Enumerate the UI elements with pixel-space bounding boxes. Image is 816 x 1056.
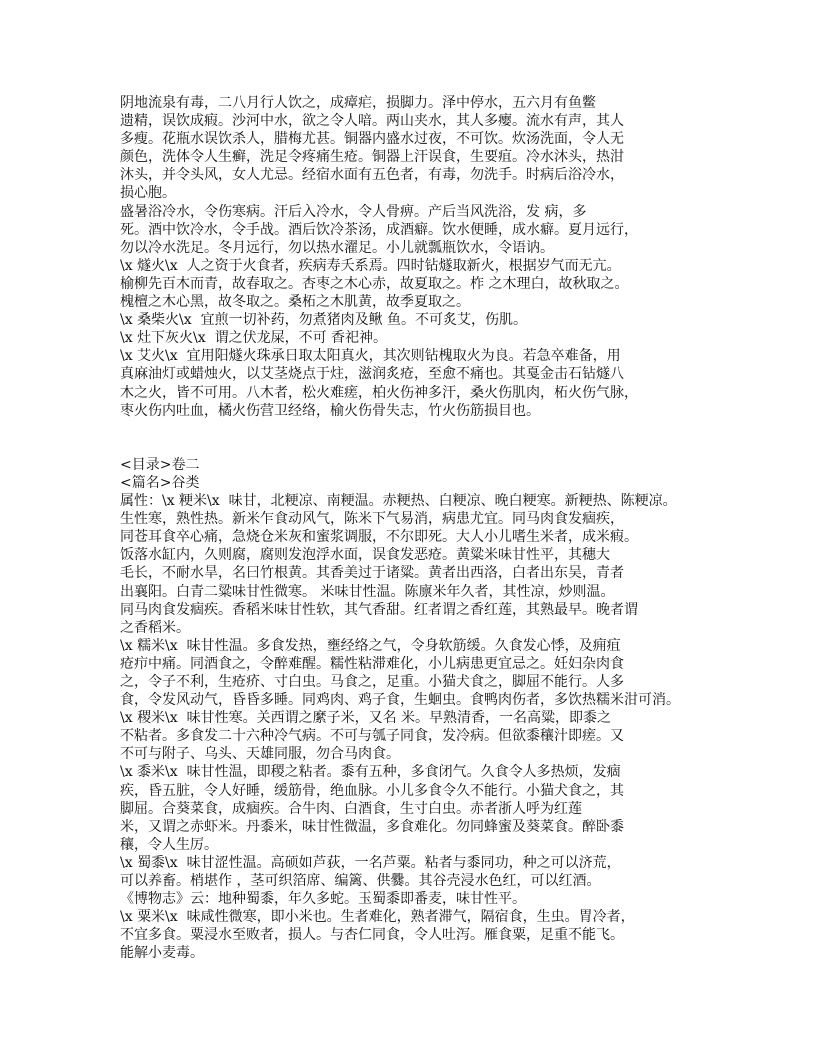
text-line: 槐檀之木心黑，故冬取之。桑柘之木肌黄，故季夏取之。 <box>120 294 470 311</box>
text-line: 同苍耳食卒心痛，急烧仓米灰和蜜浆调服，不尔即死。大人小儿嗜生米者，成米瘕。 <box>120 529 638 546</box>
text-line: 脚屈。合葵菜食，成痼疾。合牛肉、白酒食，生寸白虫。赤者浙人呼为红莲 <box>120 800 582 817</box>
text-line: 疮疖中痛。同酒食之，令醉难醒。糯性粘滞难化，小儿病患更宜忌之。妊妇杂肉食 <box>120 655 624 672</box>
text-line: 食，令发风动气，昏昏多睡。同鸡肉、鸡子食，生蛔虫。食鸭肉伤者，多饮热糯米泔可消。 <box>120 692 680 709</box>
text-line: 疾，昏五脏，令人好睡，缓筋骨，绝血脉。小儿多食令久不能行。小猫犬食之，其 <box>120 782 624 799</box>
text-line: 真麻油灯或蜡烛火，以艾茎烧点于炷，滋润炙疮，至愈不痛也。其戛金击石钻燧八 <box>120 366 624 383</box>
text-line: 沐头，并令头风，女人尤忌。经宿水面有五色者，有毒，勿洗手。时病后浴冷水， <box>120 167 624 184</box>
text-line: 颜色，洗体令人生癣，洗足令疼痛生疮。铜器上汗误食，生要疽。冷水沐头，热泔 <box>120 149 624 166</box>
text-line: 《博物志》云：地种蜀黍，年久多蛇。玉蜀黍即番麦，味甘性平。 <box>120 891 526 908</box>
document-page <box>120 94 710 963</box>
text-line: 多瘦。花瓶水误饮杀人，腊梅尤甚。铜器内盛水过夜，不可饮。炊汤洗面，令人无 <box>120 131 624 148</box>
text-line: 不可与附子、乌头、天雄同服，勿合马肉食。 <box>120 746 400 763</box>
text-line: 阴地流泉有毒，二八月行人饮之，成瘴疟，损脚力。泽中停水，五六月有鱼鳖 <box>120 95 596 111</box>
text-line: \x 桑柴火\x 宜煎一切补药，勿煮猪肉及鳅 鱼。不可炙艾，伤肌。 <box>120 312 528 329</box>
text-line: \x 稷米\x 味甘性寒。关西谓之縻子米，又名 米。早熟清香，一名高粱，即黍之 <box>120 710 612 727</box>
text-line: 不宜多食。粟浸水至败者，损人。与杏仁同食，令人吐泻。雁食粟，足重不能飞。 <box>120 927 624 944</box>
text-line: 损心胞。 <box>120 185 176 202</box>
text-line: \x 黍米\x 味甘性温，即稷之粘者。黍有五种，多食闭气。久食令人多热烦，发痼 <box>120 764 621 781</box>
text-line: 之香稻米。 <box>120 619 190 636</box>
text-line: \x 蜀黍\x 味甘涩性温。高硕如芦荻，一名芦粟。粘者与黍同功，种之可以济荒， <box>120 854 621 871</box>
text-line: 同马肉食发痼疾。香稻米味甘性软，其气香甜。红者谓之香红莲，其熟最早。晚者谓 <box>120 601 638 618</box>
text-line: \x 燧火\x 人之资于火食者，疾病寿夭系焉。四时钻燧取新火，根据岁气而无亢。 <box>120 257 621 274</box>
text-line: \x 艾火\x 宜用阳燧火珠承日取太阳真火，其次则钻槐取火为良。若急卒难备，用 <box>120 348 621 365</box>
text-line: 之，令子不利，生疮疥、寸白虫。马食之，足重。小猫犬食之，脚屈不能行。人多 <box>120 674 624 690</box>
text-line: 盛暑浴冷水，令伤寒病。汗后入冷水，令人骨痹。产后当风洗浴，发 病，多 <box>120 203 587 220</box>
text-line: 勿以冷水洗足。冬月远行，勿以热水濯足。小儿就瓢瓶饮水，令语讷。 <box>120 239 554 256</box>
blank-line <box>120 420 710 438</box>
text-line: 可以养畜。梢堪作 ，茎可织箔席、编篱、供爨。其谷壳浸水色红，可以红酒。 <box>120 873 601 890</box>
text-line: \x 灶下灰火\x 谓之伏龙屎，不可 香祀神。 <box>120 330 388 347</box>
text-line: 米，又谓之赤虾米。丹黍米，味甘性微温，多食难化。勿同蜂蜜及葵菜食。醉卧黍 <box>120 818 624 835</box>
text-line: \x 糯米\x 味甘性温。多食发热，壅经络之气，令身软筋缓。久食发心悸，及痈疽 <box>120 637 621 654</box>
text-line: 穰，令人生厉。 <box>120 836 218 853</box>
text-line: 不粘者。多食发二十六种冷气病。不可与瓠子同食，发冷病。但欲黍穰汁即瘥。又 <box>120 728 624 745</box>
text-line: 生性寒，熟性热。新米乍食动风气，陈米下气易消，病患尤宜。同马肉食发痼疾， <box>120 511 624 528</box>
text-line: 死。酒中饮冷水，令手战。酒后饮冷茶汤，成酒癖。饮水便睡，成水癖。夏月远行， <box>120 221 638 238</box>
text-line: 毛长，不耐水旱，名曰竹根黄。其香美过于诸粱。黄者出西洛，白者出东吴，青者 <box>120 565 624 582</box>
text-line: 木之火，皆不可用。八木者，松火难瘥，柏火伤神多汗，桑火伤肌肉，柘火伤气脉， <box>120 384 638 401</box>
text-line: 遗精，误饮成瘕。沙河中水，欲之令人喑。两山夹水，其人多瘿。流水有声，其人 <box>120 113 624 130</box>
blank-line <box>120 438 710 456</box>
text-line: 榆柳先百木而青，故春取之。杏枣之木心赤，故夏取之。柞 之木理白，故秋取之。 <box>120 275 629 292</box>
text-line: 枣火伤内吐血，橘火伤营卫经络，榆火伤骨失志，竹火伤筋损目也。 <box>120 402 540 419</box>
text-line: 属性：\x 粳米\x 味甘，北粳凉、南粳温。赤粳热、白粳凉、晚白粳寒。新粳热、陈粳凉。 <box>120 493 677 510</box>
text-line: 饭落水缸内，久则腐，腐则发泡浮水面，误食发恶疮。黄粱米味甘性平，其穗大 <box>120 547 610 564</box>
text-line: \x 粟米\x 味咸性微寒，即小米也。生者难化，熟者滞气，隔宿食，生虫。胃冷者， <box>120 909 635 926</box>
text-line: 出襄阳。白青二粱味甘性微寒。 米味甘性温。陈廪米年久者，其性凉，炒则温。 <box>120 583 615 600</box>
text-line: 能解小麦毒。 <box>120 945 204 962</box>
text-line: <篇名>谷类 <box>120 474 200 491</box>
text-line: <目录>卷二 <box>120 456 200 473</box>
